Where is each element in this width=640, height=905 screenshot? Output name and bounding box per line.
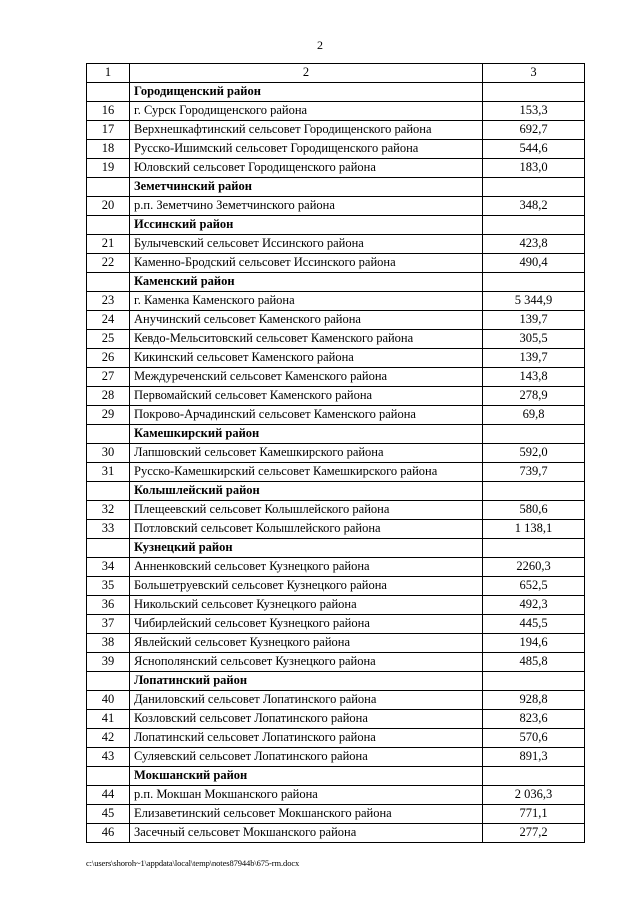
municipality-name-cell: р.п. Земетчино Земетчинского района: [130, 197, 483, 216]
municipality-name-cell: Даниловский сельсовет Лопатинского района: [130, 691, 483, 710]
table-row: [87, 292, 585, 311]
table-row: [87, 615, 585, 634]
value-cell: [483, 767, 585, 786]
value-cell: 580,6: [483, 501, 585, 520]
table-row: [87, 520, 585, 539]
table-row: [87, 311, 585, 330]
municipality-name-cell: Потловский сельсовет Колышлейского района: [130, 520, 483, 539]
row-number-cell: 35: [87, 577, 130, 596]
value-cell: 771,1: [483, 805, 585, 824]
value-cell: 305,5: [483, 330, 585, 349]
district-name-cell: Камешкирский район: [130, 425, 483, 444]
district-header-row: [87, 539, 585, 558]
district-name-cell: Каменский район: [130, 273, 483, 292]
district-header-row: [87, 672, 585, 691]
district-header-row: [87, 482, 585, 501]
row-number-cell: 38: [87, 634, 130, 653]
value-cell: 139,7: [483, 311, 585, 330]
table-row: [87, 254, 585, 273]
table-row: [87, 406, 585, 425]
value-cell: 423,8: [483, 235, 585, 254]
value-cell: 592,0: [483, 444, 585, 463]
municipality-name-cell: Большетруевский сельсовет Кузнецкого района: [130, 577, 483, 596]
value-cell: 739,7: [483, 463, 585, 482]
municipality-name-cell: Елизаветинский сельсовет Мокшанского района: [130, 805, 483, 824]
district-header-row: [87, 216, 585, 235]
value-cell: 652,5: [483, 577, 585, 596]
row-number-cell: 19: [87, 159, 130, 178]
header-cell-number: 1: [87, 64, 130, 83]
municipality-name-cell: Покрово-Арчадинский сельсовет Каменского района: [130, 406, 483, 425]
district-name-cell: Кузнецкий район: [130, 539, 483, 558]
row-number-cell: 33: [87, 520, 130, 539]
table-row: [87, 729, 585, 748]
municipality-name-cell: Кикинский сельсовет Каменского района: [130, 349, 483, 368]
municipality-name-cell: Русско-Камешкирский сельсовет Камешкирского района: [130, 463, 483, 482]
municipality-name-cell: Междуреченский сельсовет Каменского района: [130, 368, 483, 387]
table-row: [87, 444, 585, 463]
district-name-cell: Мокшанский район: [130, 767, 483, 786]
municipality-name-cell: Яснополянский сельсовет Кузнецкого района: [130, 653, 483, 672]
row-number-cell: 39: [87, 653, 130, 672]
municipality-name-cell: г. Каменка Каменского района: [130, 292, 483, 311]
row-number-cell: 16: [87, 102, 130, 121]
row-number-cell: [87, 482, 130, 501]
value-cell: 928,8: [483, 691, 585, 710]
value-cell: [483, 178, 585, 197]
table-row: [87, 197, 585, 216]
municipality-name-cell: р.п. Мокшан Мокшанского района: [130, 786, 483, 805]
row-number-cell: 34: [87, 558, 130, 577]
table-row: [87, 634, 585, 653]
municipality-name-cell: Булычевский сельсовет Иссинского района: [130, 235, 483, 254]
value-cell: 891,3: [483, 748, 585, 767]
district-name-cell: Колышлейский район: [130, 482, 483, 501]
value-cell: [483, 83, 585, 102]
file-path-footer: c:\users\shoroh~1\appdata\local\temp\notes87944b\675-rm.docx: [86, 858, 300, 868]
table-row: [87, 577, 585, 596]
row-number-cell: 21: [87, 235, 130, 254]
table-row: [87, 596, 585, 615]
municipality-name-cell: Юловский сельсовет Городищенского района: [130, 159, 483, 178]
municipality-name-cell: Кевдо-Мельситовский сельсовет Каменского района: [130, 330, 483, 349]
municipality-name-cell: Анненковский сельсовет Кузнецкого района: [130, 558, 483, 577]
value-cell: 194,6: [483, 634, 585, 653]
row-number-cell: [87, 83, 130, 102]
municipality-name-cell: Лапшовский сельсовет Камешкирского района: [130, 444, 483, 463]
municipality-name-cell: г. Сурск Городищенского района: [130, 102, 483, 121]
table-row: [87, 330, 585, 349]
district-name-cell: Лопатинский район: [130, 672, 483, 691]
table-row: [87, 558, 585, 577]
row-number-cell: [87, 178, 130, 197]
row-number-cell: 32: [87, 501, 130, 520]
row-number-cell: 20: [87, 197, 130, 216]
value-cell: 277,2: [483, 824, 585, 843]
table-row: [87, 805, 585, 824]
row-number-cell: 43: [87, 748, 130, 767]
value-cell: [483, 216, 585, 235]
row-number-cell: 24: [87, 311, 130, 330]
district-header-row: [87, 425, 585, 444]
table-row: [87, 235, 585, 254]
district-header-row: [87, 767, 585, 786]
allocation-table: [86, 63, 585, 843]
value-cell: 823,6: [483, 710, 585, 729]
municipality-name-cell: Плещеевский сельсовет Колышлейского района: [130, 501, 483, 520]
municipality-name-cell: Каменно-Бродский сельсовет Иссинского района: [130, 254, 483, 273]
row-number-cell: 26: [87, 349, 130, 368]
row-number-cell: 29: [87, 406, 130, 425]
municipality-name-cell: Козловский сельсовет Лопатинского района: [130, 710, 483, 729]
value-cell: 2260,3: [483, 558, 585, 577]
table-row: [87, 463, 585, 482]
value-cell: 278,9: [483, 387, 585, 406]
row-number-cell: 30: [87, 444, 130, 463]
row-number-cell: [87, 273, 130, 292]
row-number-cell: [87, 767, 130, 786]
row-number-cell: 28: [87, 387, 130, 406]
value-cell: 544,6: [483, 140, 585, 159]
value-cell: [483, 482, 585, 501]
row-number-cell: 31: [87, 463, 130, 482]
row-number-cell: 41: [87, 710, 130, 729]
table-header-row: [87, 64, 585, 83]
municipality-name-cell: Никольский сельсовет Кузнецкого района: [130, 596, 483, 615]
table-row: [87, 653, 585, 672]
municipality-name-cell: Явлейский сельсовет Кузнецкого района: [130, 634, 483, 653]
row-number-cell: [87, 672, 130, 691]
table-row: [87, 121, 585, 140]
table-row: [87, 102, 585, 121]
row-number-cell: 42: [87, 729, 130, 748]
row-number-cell: 18: [87, 140, 130, 159]
row-number-cell: 44: [87, 786, 130, 805]
row-number-cell: 23: [87, 292, 130, 311]
value-cell: 348,2: [483, 197, 585, 216]
value-cell: 570,6: [483, 729, 585, 748]
table-row: [87, 824, 585, 843]
district-header-row: [87, 273, 585, 292]
value-cell: 692,7: [483, 121, 585, 140]
district-header-row: [87, 178, 585, 197]
value-cell: 492,3: [483, 596, 585, 615]
value-cell: 445,5: [483, 615, 585, 634]
municipality-name-cell: Суляевский сельсовет Лопатинского района: [130, 748, 483, 767]
row-number-cell: 27: [87, 368, 130, 387]
row-number-cell: [87, 216, 130, 235]
municipality-name-cell: Русско-Ишимский сельсовет Городищенского района: [130, 140, 483, 159]
row-number-cell: [87, 425, 130, 444]
table-row: [87, 140, 585, 159]
district-name-cell: Иссинский район: [130, 216, 483, 235]
municipality-name-cell: Верхнешкафтинский сельсовет Городищенского района: [130, 121, 483, 140]
table-body: [87, 64, 585, 843]
municipality-name-cell: Анучинский сельсовет Каменского района: [130, 311, 483, 330]
table-row: [87, 387, 585, 406]
value-cell: [483, 425, 585, 444]
row-number-cell: 36: [87, 596, 130, 615]
row-number-cell: 22: [87, 254, 130, 273]
district-name-cell: Земетчинский район: [130, 178, 483, 197]
row-number-cell: 40: [87, 691, 130, 710]
row-number-cell: 25: [87, 330, 130, 349]
row-number-cell: 37: [87, 615, 130, 634]
table-row: [87, 748, 585, 767]
district-header-row: [87, 83, 585, 102]
value-cell: 1 138,1: [483, 520, 585, 539]
value-cell: [483, 672, 585, 691]
row-number-cell: 17: [87, 121, 130, 140]
table-row: [87, 159, 585, 178]
page-number: 2: [317, 38, 323, 52]
value-cell: 2 036,3: [483, 786, 585, 805]
value-cell: 490,4: [483, 254, 585, 273]
table-row: [87, 710, 585, 729]
row-number-cell: [87, 539, 130, 558]
district-name-cell: Городищенский район: [130, 83, 483, 102]
value-cell: 485,8: [483, 653, 585, 672]
municipality-name-cell: Засечный сельсовет Мокшанского района: [130, 824, 483, 843]
table-row: [87, 349, 585, 368]
value-cell: 183,0: [483, 159, 585, 178]
value-cell: 69,8: [483, 406, 585, 425]
table-row: [87, 691, 585, 710]
row-number-cell: 46: [87, 824, 130, 843]
value-cell: 143,8: [483, 368, 585, 387]
table-row: [87, 786, 585, 805]
header-cell-value: 3: [483, 64, 585, 83]
header-cell-name: 2: [130, 64, 483, 83]
value-cell: [483, 539, 585, 558]
value-cell: 153,3: [483, 102, 585, 121]
value-cell: 139,7: [483, 349, 585, 368]
value-cell: 5 344,9: [483, 292, 585, 311]
table-row: [87, 501, 585, 520]
value-cell: [483, 273, 585, 292]
table-row: [87, 368, 585, 387]
municipality-name-cell: Лопатинский сельсовет Лопатинского района: [130, 729, 483, 748]
municipality-name-cell: Чибирлейский сельсовет Кузнецкого района: [130, 615, 483, 634]
municipality-name-cell: Первомайский сельсовет Каменского района: [130, 387, 483, 406]
row-number-cell: 45: [87, 805, 130, 824]
